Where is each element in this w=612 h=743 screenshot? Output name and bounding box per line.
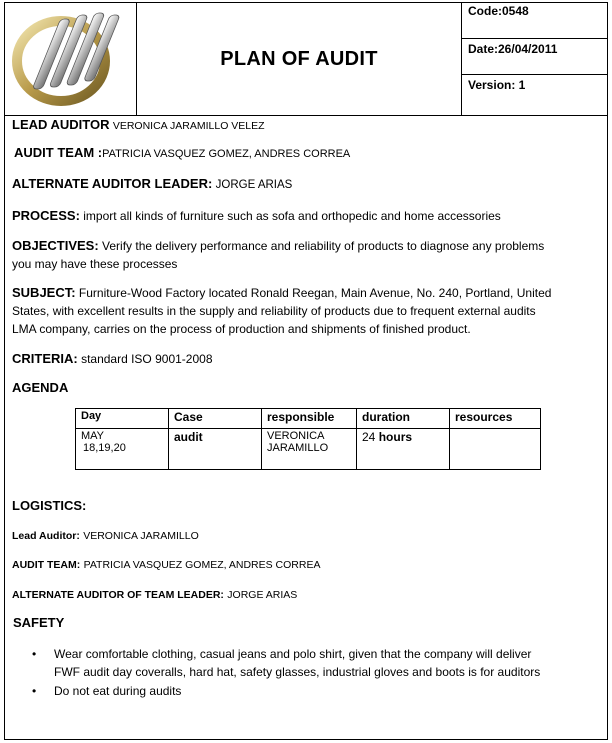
- logistics-lead-line: [12, 526, 599, 545]
- safety-item-1-line-2: FWF audit day coveralls, hard hat, safety glasses, industrial gloves and boots is for auditors: [54, 665, 541, 679]
- agenda-row: [76, 429, 541, 470]
- logistics-label: LOGISTICS:: [12, 498, 87, 513]
- criteria-label: CRITERIA:: [12, 351, 78, 366]
- bullet-icon: •: [32, 647, 37, 661]
- subject-line-1: Furniture-Wood Factory located Ronald Reegan, Main Avenue, No. 240, Portland, United: [78, 286, 552, 300]
- process-line: [12, 207, 599, 225]
- document-header: [5, 3, 607, 116]
- logistics-alt-value: JORGE ARIAS: [227, 589, 298, 601]
- logistics-heading: [12, 497, 599, 515]
- alternate-leader-line: [12, 175, 599, 194]
- safety-item-1-line-1: Wear comfortable clothing, casual jeans and polo shirt, given that the company will deliver: [54, 647, 532, 661]
- process-value: import all kinds of furniture such as sofa and orthopedic and home accessories: [83, 209, 501, 223]
- logistics-team-value: PATRICIA VASQUEZ GOMEZ, ANDRES CORREA: [83, 559, 321, 571]
- subject-line-2: States, with excellent results in the supply and reliability of products due to frequent external audits: [12, 304, 536, 318]
- subject-block: [12, 284, 599, 338]
- agenda-cell-case: audit: [169, 429, 262, 470]
- agenda-header-responsible: responsible: [262, 409, 357, 429]
- process-label: PROCESS:: [12, 208, 80, 223]
- agenda-label: AGENDA: [12, 380, 69, 395]
- audit-plan-document: [4, 2, 608, 740]
- agenda-resp-line-1: VERONICA: [267, 430, 325, 442]
- agenda-cell-duration: [357, 429, 450, 470]
- lead-auditor-line: [12, 116, 599, 135]
- bullet-icon: •: [32, 684, 37, 698]
- agenda-resp-line-2: JARAMILLO: [267, 442, 329, 454]
- agenda-duration-number: 24: [362, 430, 376, 444]
- alternate-leader-label: ALTERNATE AUDITOR LEADER:: [12, 176, 213, 191]
- objectives-block: [12, 237, 599, 273]
- company-logo-icon: [5, 3, 136, 115]
- logistics-team-label: AUDIT TEAM:: [12, 559, 81, 571]
- logistics-team-line: [12, 555, 599, 574]
- agenda-header-day: Day: [76, 409, 169, 429]
- agenda-table: [75, 408, 541, 470]
- objectives-line-2: you may have these processes: [12, 257, 178, 271]
- agenda-day-month: MAY: [81, 430, 105, 442]
- safety-heading: [13, 614, 599, 632]
- safety-item-2: [32, 682, 602, 700]
- alternate-leader-value: JORGE ARIAS: [215, 179, 293, 191]
- audit-team-value: PATRICIA VASQUEZ GOMEZ, ANDRES CORREA: [102, 148, 351, 160]
- safety-label: SAFETY: [13, 615, 65, 630]
- lead-auditor-label: LEAD AUDITOR: [12, 117, 110, 132]
- logistics-lead-label: Lead Auditor:: [12, 530, 80, 542]
- subject-label: SUBJECT:: [12, 285, 76, 300]
- objectives-line-1: Verify the delivery performance and reliability of products to diagnose any problems: [102, 239, 545, 253]
- agenda-cell-day: [76, 429, 169, 470]
- logistics-alt-label: ALTERNATE AUDITOR OF TEAM LEADER:: [12, 589, 224, 601]
- version-field: Version: 1: [468, 78, 526, 92]
- code-field: Code:0548: [462, 3, 607, 39]
- agenda-duration-unit: hours: [378, 430, 413, 444]
- logistics-alt-line: [12, 585, 599, 604]
- agenda-header-duration: duration: [357, 409, 450, 429]
- agenda-day-dates: 18,19,20: [83, 442, 126, 454]
- audit-team-label: AUDIT TEAM :: [14, 145, 103, 160]
- lead-auditor-value: VERONICA JARAMILLO VELEZ: [112, 120, 265, 132]
- title-cell: [137, 3, 462, 115]
- document-title: PLAN OF AUDIT: [220, 47, 378, 70]
- agenda-cell-responsible: [262, 429, 357, 470]
- agenda-cell-resources: [450, 429, 541, 470]
- audit-team-line: [14, 144, 599, 163]
- objectives-label: OBJECTIVES:: [12, 238, 99, 253]
- criteria-value: standard ISO 9001-2008: [81, 352, 213, 366]
- logistics-lead-value: VERONICA JARAMILLO: [83, 530, 199, 542]
- agenda-heading: [12, 379, 599, 397]
- agenda-header-row: [76, 409, 541, 429]
- agenda-header-resources: resources: [450, 409, 541, 429]
- subject-line-3: LMA company, carries on the process of production and shipments of finished product.: [12, 322, 471, 336]
- agenda-header-case: Case: [169, 409, 262, 429]
- safety-item-1: [32, 645, 602, 681]
- date-field: Date:26/04/2011: [462, 39, 607, 75]
- logo-cell: [5, 3, 137, 115]
- criteria-line: [12, 350, 599, 368]
- safety-item-2-text: Do not eat during audits: [54, 684, 182, 698]
